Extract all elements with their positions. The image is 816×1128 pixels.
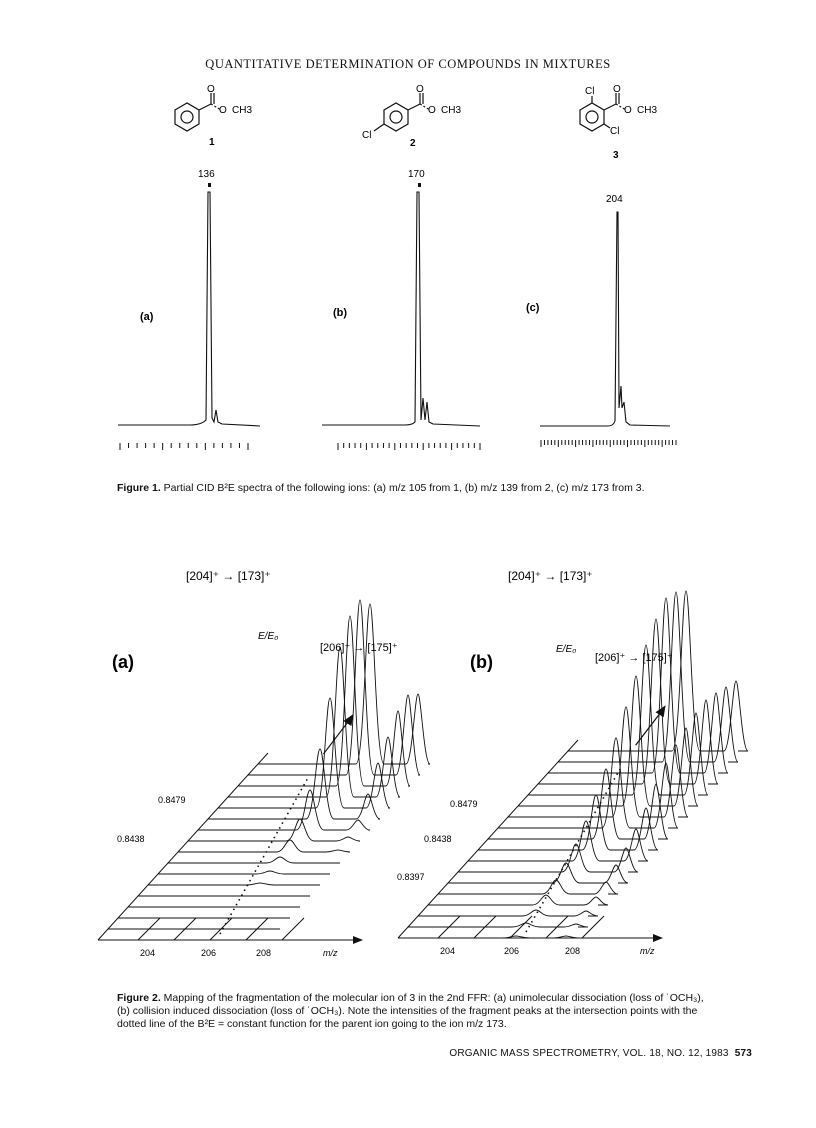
- mol2-carbonyl-o: O: [416, 84, 424, 95]
- mol3-ester-o: O: [624, 105, 632, 116]
- figure-2-panel-label-b: (b): [470, 652, 493, 672]
- mol2-methyl: CH3: [441, 105, 462, 116]
- mol1-carbonyl-o: O: [207, 84, 215, 95]
- panel-label-a: (a): [140, 311, 154, 323]
- x-tick-b-1: 206: [504, 946, 520, 956]
- transition-label-b2: [206]⁺ → [175]⁺: [595, 652, 673, 664]
- compound-2-label: 2: [410, 138, 416, 149]
- running-head: QUANTITATIVE DETERMINATION OF COMPOUNDS IN MIXTURES: [205, 57, 611, 71]
- peak-label-a: 136: [198, 169, 215, 180]
- figure-2-panel-label-a: (a): [112, 652, 134, 672]
- mol3-methyl: CH3: [637, 105, 658, 116]
- transition-label-a1: [204]⁺ → [173]⁺: [186, 569, 271, 583]
- transition-label-a2: [206]⁺ → [175]⁺: [320, 642, 398, 654]
- mol1-methyl: CH3: [232, 105, 253, 116]
- x-unit-a: m/z: [323, 948, 338, 958]
- x-tick-a-1: 206: [201, 948, 217, 958]
- page-number: 573: [734, 1048, 752, 1059]
- axis-label-e-a: E/E₀: [258, 631, 279, 642]
- mol3-chloro-top: Cl: [585, 86, 595, 97]
- x-tick-b-0: 204: [440, 946, 456, 956]
- x-tick-b-2: 208: [565, 946, 581, 956]
- page-footer: [449, 1048, 752, 1059]
- compound-3-label: 3: [613, 150, 619, 161]
- peak-label-c: 204: [606, 194, 623, 205]
- footer-journal: ORGANIC MASS SPECTROMETRY, VOL. 18, NO. 12, 1983: [449, 1048, 729, 1059]
- figure-2-caption-text: Mapping of the fragmentation of the molecular ion of 3 in the 2nd FFR: (a) unimolecular dissociation (loss of ˙OCH₃), (b) collision induced dissociation (loss of ˙OCH₃). Note the intensities of the fragment peaks at the intersection points with the dotted line of the B²E = constant function for the parent ion going to the ion m/z 173.: [117, 992, 704, 1030]
- x-unit-b: m/z: [640, 946, 655, 956]
- mol2-ester-o: O: [428, 105, 436, 116]
- transition-label-b1: [204]⁺ → [173]⁺: [508, 569, 593, 583]
- mol3-carbonyl-o: O: [613, 84, 621, 95]
- figure-2-caption-label: Figure 2.: [117, 992, 161, 1004]
- axis-label-e-b: E/E₀: [556, 644, 577, 655]
- y-label-a-1: 0.8438: [117, 834, 145, 844]
- compound-1-label: 1: [209, 137, 215, 148]
- figure-1-caption-label: Figure 1.: [117, 482, 161, 494]
- mol3-chloro-side: Cl: [610, 126, 620, 137]
- y-label-a-0: 0.8479: [158, 795, 186, 805]
- x-tick-a-0: 204: [140, 948, 156, 958]
- figure-1-caption-text: Partial CID B²E spectra of the following ions: (a) m/z 105 from 1, (b) m/z 139 from 2, (c) m/z 173 from 3.: [160, 482, 645, 494]
- y-label-b-1: 0.8438: [424, 834, 452, 844]
- peak-label-b: 170: [408, 169, 425, 180]
- mol1-ester-o: O: [219, 105, 227, 116]
- x-tick-a-2: 208: [256, 948, 272, 958]
- mol2-chloro: Cl: [362, 130, 372, 141]
- panel-label-b: (b): [333, 307, 348, 319]
- y-label-b-2: 0.8397: [397, 872, 425, 882]
- y-label-b-0: 0.8479: [450, 799, 478, 809]
- panel-label-c: (c): [526, 302, 540, 314]
- figure-2-caption: [117, 992, 712, 1031]
